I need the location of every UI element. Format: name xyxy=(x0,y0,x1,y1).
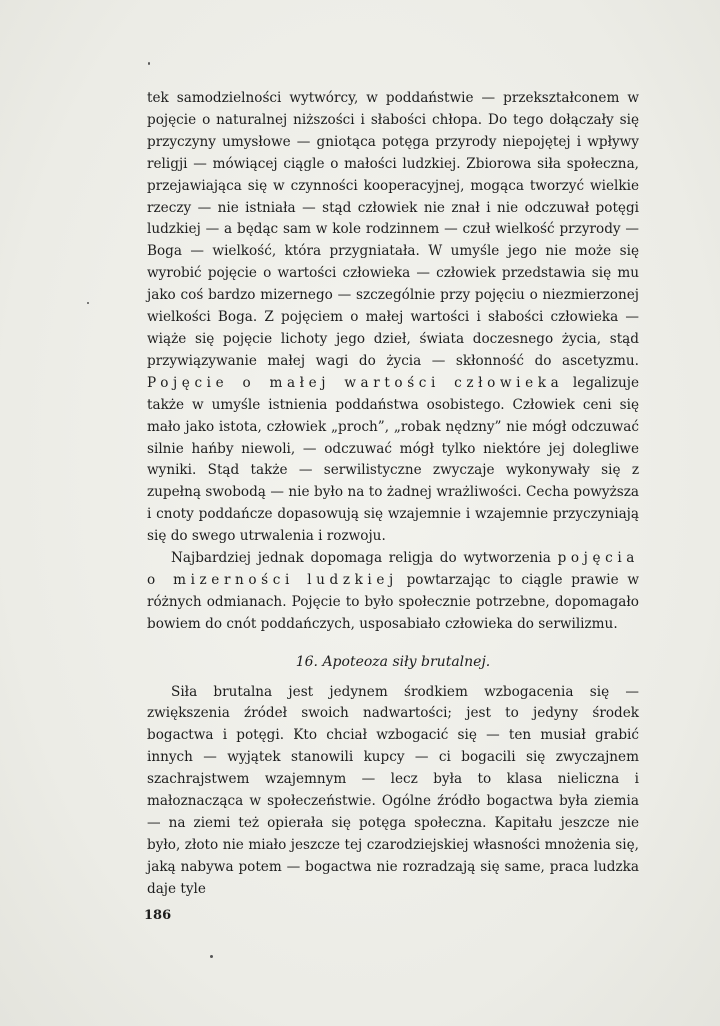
ink-speck xyxy=(87,302,89,304)
ink-speck xyxy=(210,955,213,958)
paragraph xyxy=(147,548,639,636)
emphasized-phrase: pojęcia o mizerności ludzkiej xyxy=(147,550,639,588)
paragraph-text: Najbardziej jednak dopomaga religja do wytworzenia xyxy=(171,550,551,567)
section-heading: 16. Apoteoza siły brutalnej. xyxy=(295,653,491,670)
paragraph xyxy=(147,88,639,548)
paragraph-text: tek samodzielności wytwórcy, w poddaństwie — przekształconem w pojęcie o naturalnej niższości i słabości chłopa. Do tego dołączały się przyczyny umysłowe — gniotąca potęga przyrody niepojętej i wpływy religji — mówiącej ciągle o małości ludzkiej. Zbiorowa siła społeczna, przejawiająca się w czynności kooperacyjnej, mogąca tworzyć wielkie rzeczy — nie istniała — stąd człowiek nie znał i nie odczuwał potęgi ludzkiej — a będąc sam w kole rodzinnem — czuł wielkość przyrody — Boga — wielkość, która przygniatała. W umyśle jego nie może się wyrobić pojęcie o wartości człowieka — człowiek przedstawia się mu jako coś bardzo mizernego — szczególnie przy pojęciu o niezmierzonej wielkości Boga. Z pojęciem o małej wartości i słabości człowieka — wiąże się pojęcie lichoty jego dzieł, świata doczesnego życia, stąd przywiązywanie małej wagi do życia — skłonność do ascetyzmu. xyxy=(147,90,639,369)
paragraph-text: powtarzając to ciągle prawie w różnych odmianach. Pojęcie to było społecznie potrzebne, dopomagało bowiem do cnót poddańczych, usposabiało człowieka do serwilizmu. xyxy=(147,571,639,632)
paragraph-text: legalizuje także w umyśle istnienia poddaństwa osobistego. Człowiek ceni się mało jako istota, człowiek „proch”, „robak nędzny” nie mógł odczuwać silnie hańby niewoli, — odczuwać mógł tylko niektóre jej dolegliwe wyniki. Stąd także — serwilistyczne zwyczaje wykonywały się z zupełną swobodą — nie było na to żadnej wrażliwości. Cecha powyższa i cnoty poddańcze dopasowują się wzajemnie i wzajemnie przyczyniają się do swego utrwalenia i rozwoju. xyxy=(147,374,639,545)
ink-speck xyxy=(148,62,150,65)
page-number: 186 xyxy=(144,908,172,923)
body-text xyxy=(147,88,639,901)
emphasized-phrase: Pojęcie o małej wartości człowieka xyxy=(147,374,564,391)
paragraph xyxy=(147,682,639,901)
paragraph-text: Siła brutalna jest jedynem środkiem wzbogacenia się — zwiększenia źródeł swoich nadwartości; jest to jedyny środek bogactwa i potęgi. Kto chciał wzbogacić się — ten musiał grabić innych — wyjątek stanowili kupcy — ci bogacili się zwyczajnem szachrajstwem wzajemnym — lecz była to klasa nieliczna i małoznacząca w społeczeństwie. Ogólne źródło bogactwa była ziemia — na ziemi też opierała się potęga społeczna. Kapitału jeszcze nie było, złoto nie miało jeszcze tej czarodziejskiej własności mnożenia się, jaką nabywa potem — bogactwa nie rozradzają się same, praca ludzka daje tyle xyxy=(147,683,639,897)
